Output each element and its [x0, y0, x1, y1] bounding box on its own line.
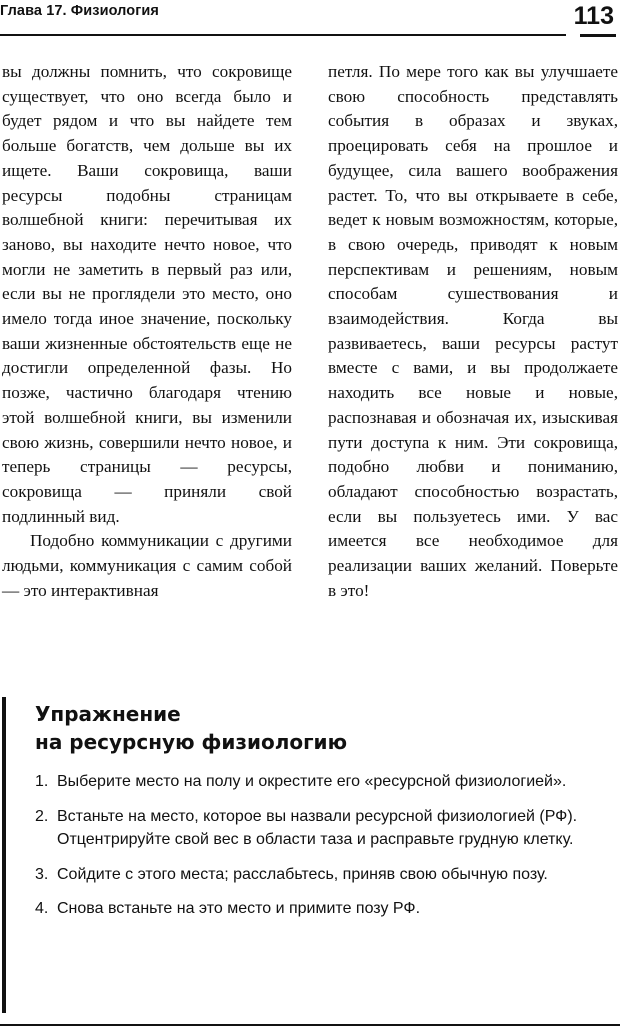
- step-number: 4.: [35, 900, 49, 917]
- exercise-step: [35, 770, 583, 794]
- body-paragraph: Подобно коммуникации с другими людьми, коммуникация с самим собой — это интерактивная: [2, 531, 292, 600]
- exercise-step: [35, 897, 583, 921]
- exercise-step: [35, 863, 583, 887]
- body-paragraph: вы должны помнить, что сокровище существует, что оно всегда было и будет рядом и что вы найдете тем больше богатств, чем дольше вы их ищете. Ваши сокровища, ваши ресурсы подобны страницам волшебной книги: перечитывая их заново, вы находите нечто новое, что могли не заметить в первый раз или, если вы не проглядели это место, оно имело тогда иное значение, поскольку ваши жизненные обстоятельств еще не достигли определенной фазы. Но позже, частично благодаря чтению этой волшебной книги, вы изменили свою жизнь, совершили нечто новое, и теперь страницы — ресурсы, сокровища — приняли свой подлинный вид.: [2, 62, 292, 526]
- step-text: Встаньте на место, которое вы назвали ресурсной физиологией (РФ). Отцентрируйте свой вес в области таза и расправьте грудную клетку.: [57, 807, 578, 848]
- exercise-title-line: на ресурсную физиологию: [35, 730, 348, 754]
- page-number-underline: [580, 34, 616, 37]
- footer-rule: [0, 1024, 620, 1026]
- step-text: Выберите место на полу и окрестите его «ресурсной физиологией».: [57, 773, 567, 790]
- exercise-title-line: Упражнение: [35, 702, 181, 726]
- page-header: [0, 0, 620, 44]
- right-column: [328, 60, 618, 603]
- body-paragraph: петля. По мере того как вы улучшаете свою способность представлять события в образах и звуках, проецировать себя на прошлое и будущее, сила вашего воображения растет. То, что вы открываете в себе, ведет к новым возможностям, которые, в свою очередь, приводят к новым перспективам и решениям, новым способам сушествования и взаимодействия. Когда вы развиваетесь, ваши ресурсы растут вместе с вами, и вы продолжаете находить все новые и новые, распознавая и обозначая их, изыскивая пути доступа к ним. Эти сокровища, подобно любви и пониманию, обладают способностью возрастать, если вы пользуетесь ими. У вас имеется все необходимое для реализации ваших желаний. Поверьте в это!: [328, 62, 618, 600]
- running-head: Глава 17. Физиология: [0, 3, 159, 19]
- step-number: 1.: [35, 773, 49, 790]
- header-rule: [0, 34, 566, 36]
- step-text: Сойдите с этого места; расслабьтесь, приняв свою обычную позу.: [57, 865, 548, 883]
- step-text: Снова встаньте на это место и примите позу РФ.: [57, 900, 421, 917]
- exercise-steps: [35, 770, 583, 932]
- left-column: [2, 60, 292, 603]
- step-number: 2.: [35, 807, 49, 825]
- page-number: 113: [573, 2, 614, 30]
- step-number: 3.: [35, 865, 49, 883]
- exercise-title: [35, 700, 347, 756]
- exercise-step: [35, 805, 583, 852]
- exercise-sidebar-bar: [2, 697, 6, 1013]
